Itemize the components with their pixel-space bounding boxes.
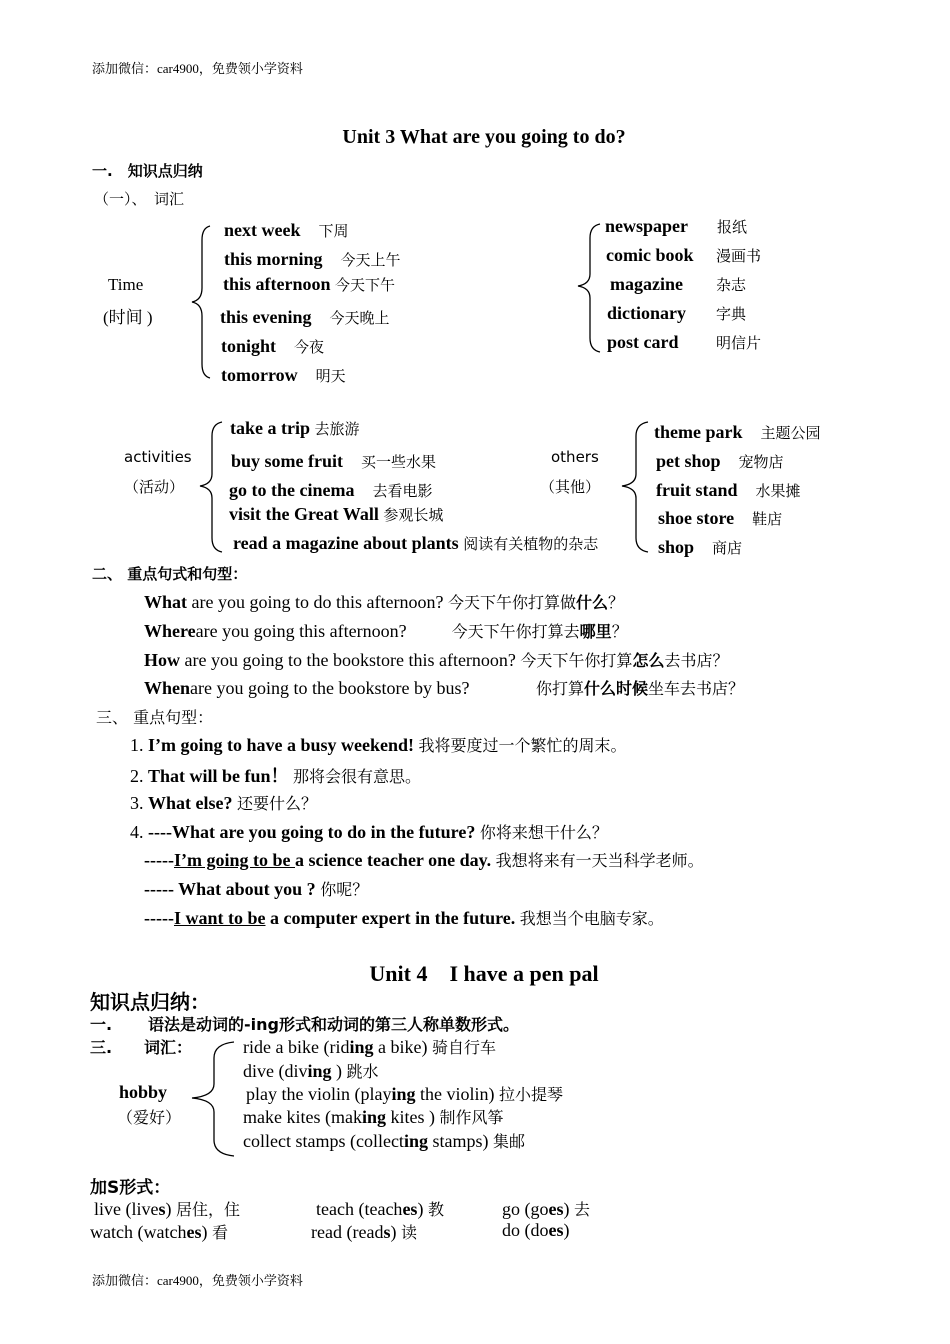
- hobby-item: make kites (making kites ) 制作风筝: [243, 1107, 504, 1127]
- key-question: Whereare you going this afternoon? 今天下午你打算去哪里？: [144, 621, 628, 641]
- unit3-title: Unit 3 What are you going to do?: [342, 126, 626, 148]
- header-note: 添加微信：car4900，免费领小学资料: [92, 61, 303, 76]
- others-label: others: [551, 448, 599, 466]
- key-question: How are you going to the bookstore this afternoon? 今天下午你打算怎么去书店？: [144, 650, 729, 670]
- s-form-item: watch (watches) 看: [90, 1222, 228, 1242]
- hobby-label: hobby: [119, 1082, 168, 1102]
- other-item: theme park 主题公园: [654, 422, 821, 442]
- key-sentence-7: -----I want to be a computer expert in the future. 我想当个电脑专家。: [144, 908, 664, 928]
- reading-item: dictionary 字典: [607, 303, 747, 323]
- key-sentence-4: 4. ----What are you going to do in the future? 你将来想干什么？: [130, 822, 608, 842]
- s-form-heading: 加S形式：: [90, 1178, 171, 1198]
- other-item: fruit stand 水果摊: [656, 480, 801, 500]
- time-item: tonight 今夜: [221, 336, 325, 356]
- others-label-cn: （其他）: [540, 478, 601, 496]
- key-sentence-1: 1. I’m going to have a busy weekend! 我将要度过一个繁忙的周末。: [130, 735, 627, 755]
- key-question: What are you going to do this afternoon? 今天下午你打算做什么？: [144, 592, 625, 612]
- hobby-item: dive (diving ) 跳水: [243, 1061, 379, 1081]
- unit4-grammar-line: 一. 语法是动词的-ing形式和动词的第三人称单数形式。: [90, 1015, 519, 1034]
- activities-label: activities: [124, 448, 192, 466]
- time-label: Time: [108, 275, 144, 294]
- key-sentence-6: ----- What about you ? 你呢？: [144, 879, 369, 899]
- hobby-brace: [190, 1040, 236, 1160]
- unit3-section2-heading: 二、 重点句式和句型：: [92, 565, 248, 583]
- reading-item: magazine 杂志: [610, 274, 747, 294]
- reading-brace: [576, 222, 602, 354]
- activities-label-cn: （活动）: [124, 478, 185, 496]
- s-form-item: go (goes) 去: [502, 1199, 591, 1219]
- key-question: Whenare you going to the bookstore by bus? 你打算什么时候坐车去书店？: [144, 678, 745, 698]
- time-item: next week 下周: [224, 220, 349, 240]
- activity-item: go to the cinema 去看电影: [229, 480, 433, 500]
- s-form-item: live (lives) 居住，住: [94, 1199, 241, 1219]
- hobby-item: play the violin (playing the violin) 拉小提琴: [246, 1084, 563, 1104]
- unit3-section1-heading: 一. 知识点归纳: [92, 162, 203, 180]
- activity-item: visit the Great Wall 参观长城: [229, 504, 444, 524]
- unit3-section3-heading: 三、 重点句型：: [96, 708, 214, 727]
- s-form-item: read (reads) 读: [311, 1222, 417, 1242]
- key-sentence-3: 3. What else? 还要什么？: [130, 793, 318, 813]
- others-brace: [620, 420, 650, 554]
- s-form-item: do (does): [502, 1220, 570, 1240]
- reading-item: comic book 漫画书: [606, 245, 762, 265]
- unit4-title: Unit 4 I have a pen pal: [369, 961, 599, 986]
- time-brace: [190, 224, 214, 380]
- time-item: this afternoon 今天下午: [223, 274, 396, 294]
- time-item: tomorrow 明天: [221, 365, 346, 385]
- reading-item: newspaper 报纸: [605, 216, 748, 236]
- footer-note: 添加微信：car4900，免费领小学资料: [92, 1273, 303, 1288]
- activities-brace: [198, 420, 224, 554]
- s-form-item: teach (teaches) 教: [316, 1199, 444, 1219]
- hobby-item: collect stamps (collecting stamps) 集邮: [243, 1131, 525, 1151]
- key-sentence-2: 2. That will be fun！ 那将会很有意思。: [130, 766, 422, 786]
- time-item: this morning 今天上午: [224, 249, 401, 269]
- other-item: pet shop 宠物店: [656, 451, 784, 471]
- unit3-vocab-subheading: （一）、 词汇: [94, 190, 185, 208]
- reading-item: post card 明信片: [607, 332, 762, 352]
- unit4-summary-heading: 知识点归纳：: [90, 990, 210, 1014]
- hobby-item: ride a bike (riding a bike) 骑自行车: [243, 1037, 496, 1057]
- activity-item: read a magazine about plants 阅读有关植物的杂志: [233, 533, 599, 553]
- activity-item: buy some fruit 买一些水果: [231, 451, 437, 471]
- hobby-label-cn: （爱好）: [117, 1108, 182, 1127]
- other-item: shoe store 鞋店: [658, 508, 783, 528]
- unit4-vocab-line: 三. 词汇：: [90, 1038, 193, 1057]
- key-sentence-5: -----I’m going to be a science teacher one day. 我想将来有一天当科学老师。: [144, 850, 704, 870]
- time-label-cn: (时间 ): [103, 308, 153, 327]
- other-item: shop 商店: [658, 537, 743, 557]
- time-item: this evening 今天晚上: [220, 307, 390, 327]
- activity-item: take a trip 去旅游: [230, 418, 360, 438]
